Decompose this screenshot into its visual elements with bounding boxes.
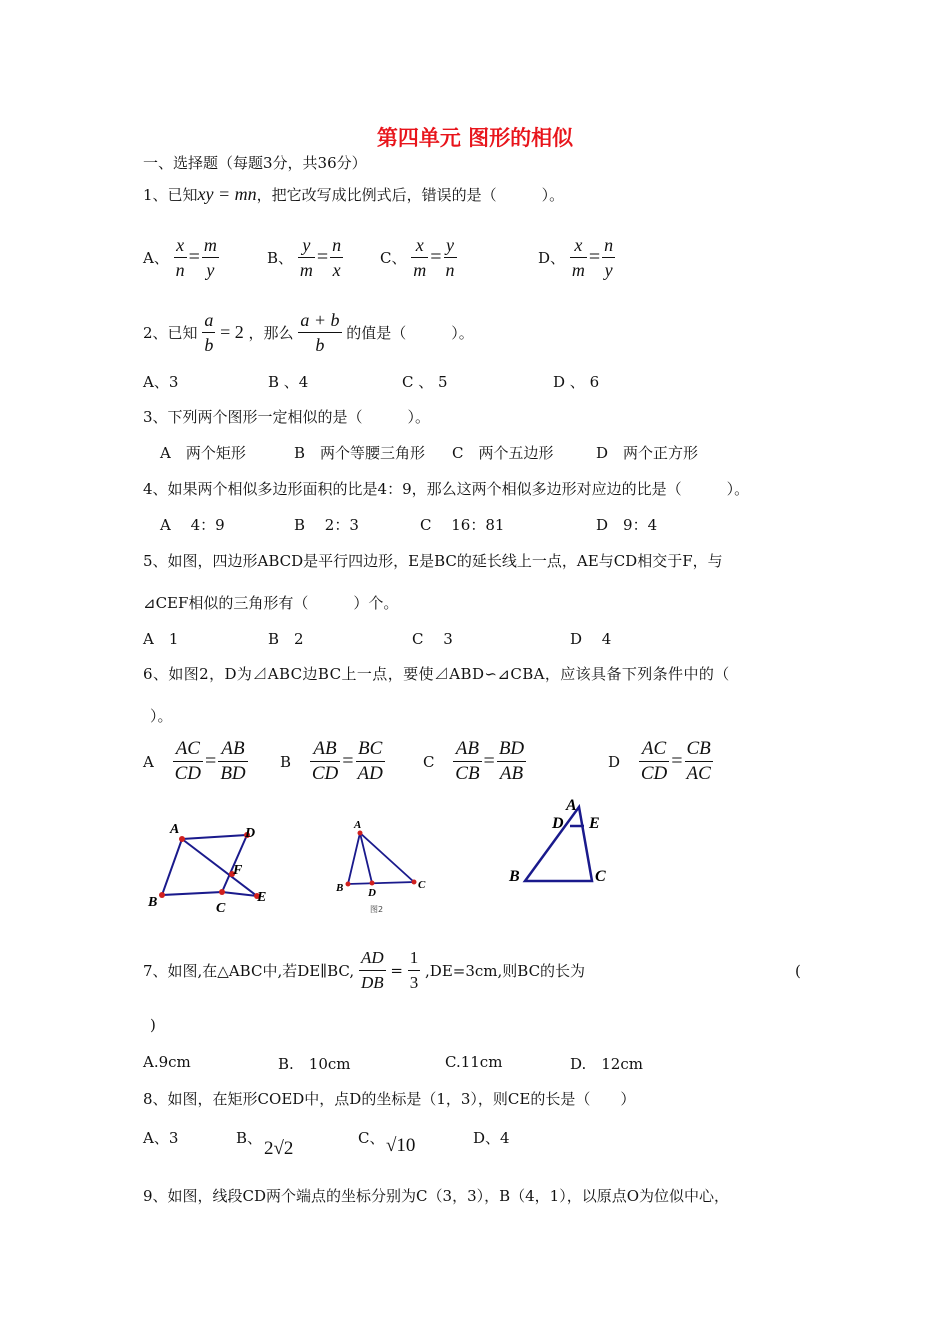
option-fraction-left: $\frac{x}{m}$ (571, 235, 585, 280)
question-7 (143, 946, 585, 995)
option-label: D、 (538, 249, 566, 267)
q2-option-c: C 、 5 (402, 373, 448, 391)
question-6-line1: 6、如图2，D为⊿ABC边BC上一点，要使⊿ABD∽⊿CBA，应该具备下列条件中的（ (143, 665, 730, 683)
fig1-label-b: B (148, 895, 158, 910)
fig1-label-c: C (216, 901, 226, 915)
q7-option-c: C.11cm (445, 1053, 503, 1071)
q2-mid: ，那么 (248, 324, 294, 342)
question-9: 9、如图，线段CD两个端点的坐标分别为C（3，3），B（4，1），以原点O为位似中心， (143, 1187, 730, 1205)
fig3-label-c: C (595, 868, 606, 885)
fig3-label-a: A (566, 797, 577, 814)
question-3: 3、下列两个图形一定相似的是（ ）。 (143, 408, 431, 426)
equals-sign: = (316, 246, 329, 268)
option-fraction-left: $\frac{y}{m}$ (299, 235, 313, 280)
q4-option-a: A 4：9 (160, 516, 225, 534)
q6-option-a (143, 737, 248, 786)
option-label: A、 (143, 249, 169, 267)
option-fraction-right: $\frac{AB}{BD}$ (220, 738, 246, 784)
question-5-line1: 5、如图，四边形ABCD是平行四边形，E是BC的延长线上一点，AE与CD相交于F，与 (143, 552, 723, 570)
fig1-label-e: E (257, 890, 267, 905)
q1-expr: xy = mn (197, 184, 257, 204)
q2-option-a: A、3 (143, 373, 179, 391)
equals-sign: = (342, 750, 354, 772)
option-fraction-left: $\frac{x}{m}$ (413, 235, 427, 280)
option-fraction-left: $\frac{x}{n}$ (175, 235, 185, 280)
q4-option-c: C 16：81 (420, 516, 505, 534)
q3-option-d: D 两个正方形 (596, 444, 699, 462)
fig1-label-f: F (233, 863, 243, 878)
option-fraction-left: $\frac{AC}{CD}$ (640, 738, 668, 784)
page-title: 第四单元 图形的相似 (376, 125, 574, 150)
fig2-label-c: C (418, 879, 426, 891)
option-fraction-right: $\frac{y}{n}$ (445, 235, 455, 280)
equals-sign: = (671, 750, 683, 772)
q2-fraction-a-b: $\frac{a}{b}$ (204, 310, 214, 355)
question-4: 4、如果两个相似多边形面积的比是4：9，那么这两个相似多边形对应边的比是（ ）。 (143, 480, 750, 498)
option-fraction-left: $\frac{AC}{CD}$ (174, 738, 202, 784)
q3-option-a: A 两个矩形 (160, 444, 246, 462)
q2-fraction-sum: $\frac{a + b}{b}$ (300, 310, 340, 355)
option-fraction-right: $\frac{CB}{AC}$ (686, 738, 711, 784)
q1-option-a (143, 233, 219, 282)
option-label: B (280, 752, 292, 771)
q7-option-b: B. 10cm (278, 1055, 351, 1073)
q6-option-b (280, 737, 385, 786)
q2-eq: = 2 (220, 322, 244, 342)
fig3-label-e: E (589, 815, 600, 832)
q1-pre: 1、已知 (143, 186, 198, 204)
q7-paren-open: ( (795, 962, 801, 980)
figure-2-triangle (330, 815, 440, 920)
q8-option-b: B、 (236, 1129, 263, 1147)
q2-post: 的值是（ ）。 (346, 324, 474, 342)
option-label: C、 (380, 249, 407, 267)
figure-3-triangle (505, 795, 615, 895)
question-8: 8、如图，在矩形COED中，点D的坐标是（1，3），则CE的长是（ ） (143, 1090, 636, 1108)
q2-option-b: B 、4 (268, 373, 309, 391)
question-5-line2: ⊿CEF相似的三角形有（ ）个。 (143, 594, 399, 612)
fig2-label-a: A (354, 819, 362, 831)
question-2 (143, 308, 474, 357)
q8-option-c: C、 (358, 1129, 385, 1147)
option-fraction-right: $\frac{n}{x}$ (332, 235, 342, 280)
q2-pre: 2、已知 (143, 324, 198, 342)
q6-option-c (423, 737, 526, 786)
q3-option-c: C 两个五边形 (452, 444, 554, 462)
q4-option-b: B 2：3 (294, 516, 359, 534)
q1-option-d (538, 233, 615, 282)
q8-option-d: D、4 (473, 1129, 510, 1147)
option-label: C (423, 752, 435, 771)
q8-option-c-value: √10 (386, 1135, 416, 1156)
option-fraction-right: $\frac{m}{y}$ (203, 235, 217, 280)
fig2-label-b: B (336, 882, 344, 894)
q7-option-d: D. 12cm (570, 1055, 643, 1073)
equals-sign: = (588, 246, 601, 268)
equals-sign: = (430, 246, 442, 268)
question-1 (143, 184, 564, 205)
option-fraction-right: $\frac{BD}{AB}$ (498, 738, 525, 784)
equals-sign: = (188, 246, 200, 268)
fig3-label-b: B (509, 868, 520, 885)
q7-pre: 7、如图,在△ABC中,若DE∥BC, (143, 962, 355, 980)
q5-option-b: B 2 (268, 630, 304, 648)
fig3-label-d: D (552, 815, 564, 832)
q5-option-a: A 1 (143, 630, 179, 648)
question-6-line2: ）。 (150, 707, 173, 725)
q7-post: ,DE=3cm,则BC的长为 (425, 962, 586, 980)
q1-option-b (267, 233, 343, 282)
q8-option-b-value: 2√2 (264, 1138, 294, 1159)
q7-fraction-ad-db: $\frac{AD}{DB}$ (360, 948, 384, 992)
option-fraction-left: $\frac{AB}{CD}$ (311, 738, 339, 784)
q3-option-b: B 两个等腰三角形 (294, 444, 426, 462)
q7-eq: = (390, 961, 403, 980)
q1-post: ，把它改写成比例式后，错误的是（ ）。 (256, 186, 565, 204)
fig2-label-d: D (368, 887, 376, 899)
fig1-label-a: A (170, 822, 180, 837)
q7-option-a: A.9cm (143, 1053, 191, 1071)
fig1-label-d: D (245, 826, 256, 841)
q8-option-a: A、3 (143, 1129, 179, 1147)
equals-sign: = (205, 750, 217, 772)
option-label: A (143, 752, 154, 771)
q7-fraction-one-third: $\frac{1}{3}$ (409, 948, 419, 992)
equals-sign: = (483, 750, 495, 772)
option-label: B、 (267, 249, 294, 267)
option-fraction-right: $\frac{n}{y}$ (604, 235, 614, 280)
q5-option-c: C 3 (412, 630, 453, 648)
q6-option-d (608, 737, 713, 786)
option-label: D (608, 752, 621, 771)
section-heading: 一、选择题（每题3分，共36分） (143, 154, 367, 172)
q5-option-d: D 4 (570, 630, 612, 648)
q7-paren-close: ) (150, 1016, 156, 1034)
figure-parallelogram (140, 815, 280, 915)
q4-option-d: D 9：4 (596, 516, 658, 534)
option-fraction-left: $\frac{AB}{CB}$ (455, 738, 480, 784)
q1-option-c (380, 233, 457, 282)
q2-option-d: D 、 6 (553, 373, 600, 391)
fig2-caption: 图2 (370, 905, 384, 914)
option-fraction-right: $\frac{BC}{AD}$ (357, 738, 383, 784)
